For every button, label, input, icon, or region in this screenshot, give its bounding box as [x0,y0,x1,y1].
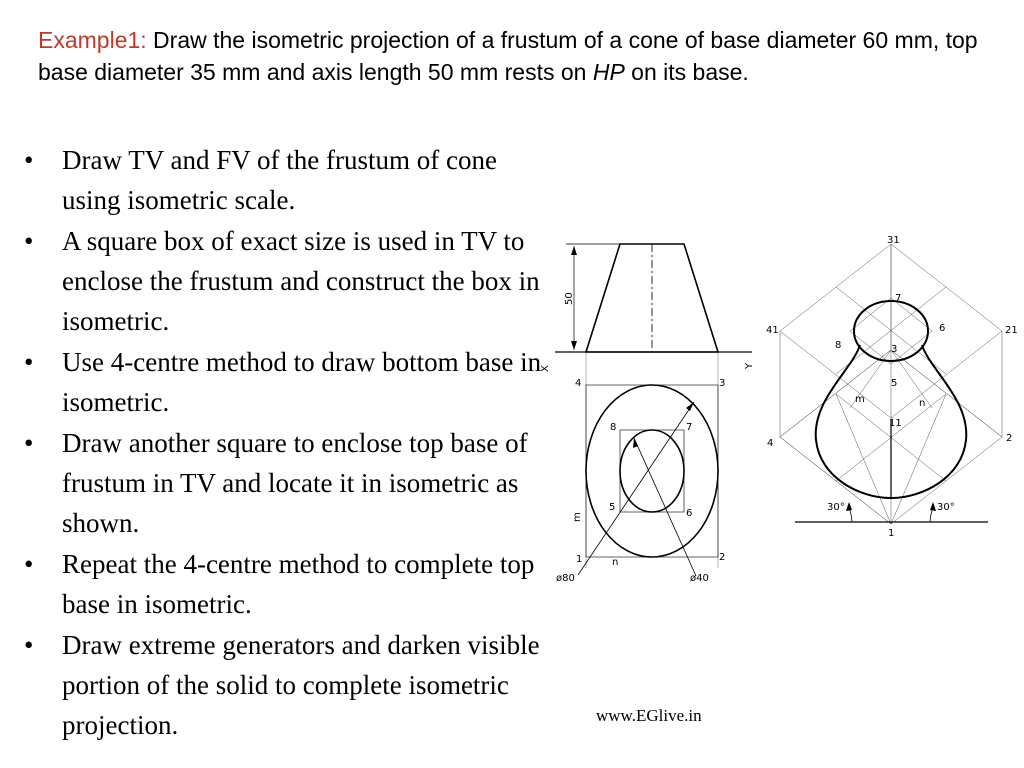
bullet-icon: • [24,145,34,175]
bullet-icon: • [24,226,34,256]
iso-label-4: 4 [767,438,774,449]
arrowhead-icon [571,341,577,350]
iso-label-7: 7 [895,293,902,304]
height-dimension-label: 50 [564,292,575,305]
tv-label-n: n [612,557,619,568]
arrowhead-icon [571,246,577,255]
bullet-icon: • [24,428,34,458]
tv-label-2: 2 [719,552,726,563]
tv-label-5: 5 [609,502,616,513]
tv-label-m: m [572,512,583,522]
tv-label-6: 6 [686,508,693,519]
tv-label-7: 7 [686,422,693,433]
hp-term: HP [592,59,625,85]
iso-label-2: 2 [1006,433,1013,444]
angle-label-right: 30° [937,502,955,513]
step-text: Use 4-centre method to draw bottom base in isometric. [62,347,542,417]
iso-label-6: 6 [939,323,946,334]
top-view [578,385,718,576]
iso-label-m: m [855,394,865,405]
step-text: Draw another square to enclose top base of frustum in TV and locate it in isometric as shown. [62,428,528,538]
arrowhead-icon [846,502,852,511]
x-label: X [540,365,551,372]
tv-label-1: 1 [576,554,583,565]
step-text: Repeat the 4-centre method to complete top base in isometric. [62,549,535,619]
bullet-icon: • [24,630,34,660]
iso-label-n: n [919,398,926,409]
bullet-icon: • [24,549,34,579]
iso-label-2-1: 21 [1005,325,1018,336]
arrowhead-icon [633,438,638,448]
outer-diameter-label: ø80 [556,573,575,584]
arrowhead-icon [930,502,936,511]
iso-label-8: 8 [835,340,842,351]
step-text: Draw extreme generators and darken visible portion of the solid to complete isometric projection. [62,630,540,740]
base-circle [586,385,718,557]
source-credit: www.EGlive.in [596,706,702,725]
problem-statement-part-1: Draw the isometric projection of a frustum of a cone of base diameter 60 mm, top base diameter 35 mm and axis length 50 mm rests on [38,27,978,85]
iso-label-1: 1 [888,528,895,539]
arrowhead-icon [686,402,694,411]
example-number: Example1: [38,27,147,53]
iso-label-5: 5 [891,378,898,389]
iso-label-3: 3 [891,344,898,355]
iso-label-1-1: 11 [889,418,902,429]
front-view [555,244,752,352]
tv-label-4: 4 [575,378,582,389]
bullet-icon: • [24,347,34,377]
top-circle [620,430,684,512]
step-text: Draw TV and FV of the frustum of cone using isometric scale. [62,145,497,215]
iso-label-3-1: 31 [887,235,900,246]
tv-label-3: 3 [719,378,726,389]
y-label: Y [744,362,755,369]
angle-label-left: 30° [827,502,845,513]
inner-diameter-label: ø40 [690,573,709,584]
iso-label-4-1: 41 [766,325,779,336]
step-text: A square box of exact size is used in TV to enclose the frustum and construct the box in isometric. [62,226,540,336]
tv-label-8: 8 [610,422,617,433]
problem-statement-part-2: on its base. [624,59,749,85]
